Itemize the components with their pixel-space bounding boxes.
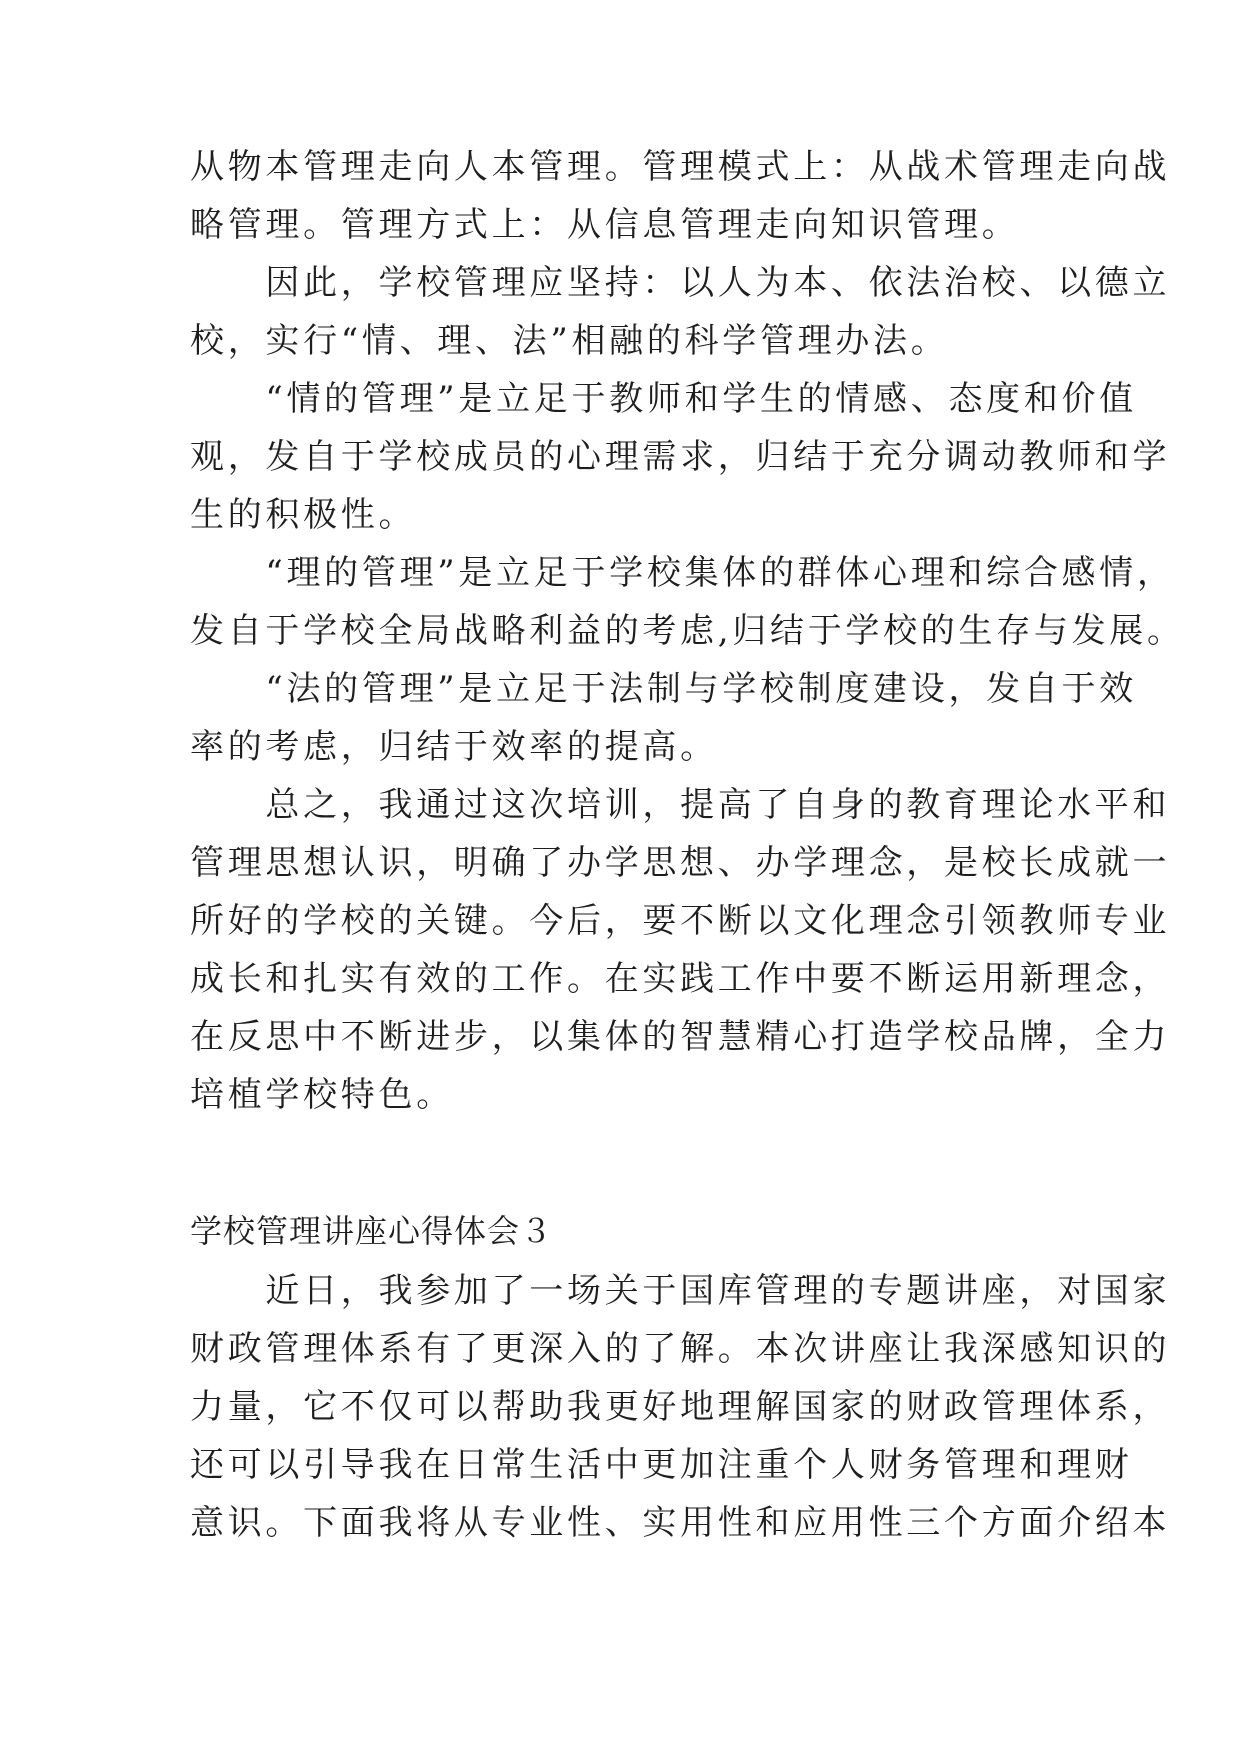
text-line: 成长和扎实有效的工作。在实践工作中要不断运用新理念，	[190, 959, 1171, 999]
text-line: 因此，学校管理应坚持：以人为本、依法治校、以德立	[190, 263, 1171, 303]
text-line: “法的管理”是立足于法制与学校制度建设，发自于效	[190, 669, 1137, 709]
text-line: “理的管理”是立足于学校集体的群体心理和综合感情，	[190, 553, 1175, 593]
body-text-section	[190, 1262, 1171, 1552]
text-line: “情的管理”是立足于教师和学生的情感、态度和价值	[190, 379, 1137, 419]
text-line: 力量，它不仅可以帮助我更好地理解国家的财政管理体系，	[190, 1387, 1171, 1427]
text-line: 总之，我通过这次培训，提高了自身的教育理论水平和	[190, 785, 1171, 825]
text-line: 观，发自于学校成员的心理需求，归结于充分调动教师和学	[190, 437, 1171, 477]
text-line: 率的考虑，归结于效率的提高。	[190, 727, 718, 767]
text-line: 培植学校特色。	[190, 1075, 454, 1115]
text-line: 生的积极性。	[190, 495, 417, 535]
text-line: 在反思中不断进步，以集体的智慧精心打造学校品牌，全力	[190, 1017, 1171, 1057]
text-line: 意识。下面我将从专业性、实用性和应用性三个方面介绍本	[190, 1503, 1171, 1543]
text-line: 财政管理体系有了更深入的了解。本次讲座让我深感知识的	[190, 1329, 1171, 1369]
text-line: 还可以引导我在日常生活中更加注重个人财务管理和理财	[190, 1445, 1133, 1485]
text-line: 略管理。管理方式上：从信息管理走向知识管理。	[190, 205, 1020, 245]
section-title: 学校管理讲座心得体会３	[190, 1212, 554, 1250]
body-text-section	[190, 138, 1185, 1124]
text-line: 管理思想认识，明确了办学思想、办学理念，是校长成就一	[190, 843, 1171, 883]
text-line: 发自于学校全局战略利益的考虑,归结于学校的生存与发展。	[190, 611, 1185, 651]
text-line: 校，实行“情、理、法”相融的科学管理办法。	[190, 321, 949, 361]
text-line: 从物本管理走向人本管理。管理模式上：从战术管理走向战	[190, 147, 1171, 187]
text-line: 近日，我参加了一场关于国库管理的专题讲座，对国家	[190, 1271, 1171, 1311]
text-line: 所好的学校的关键。今后，要不断以文化理念引领教师专业	[190, 901, 1171, 941]
